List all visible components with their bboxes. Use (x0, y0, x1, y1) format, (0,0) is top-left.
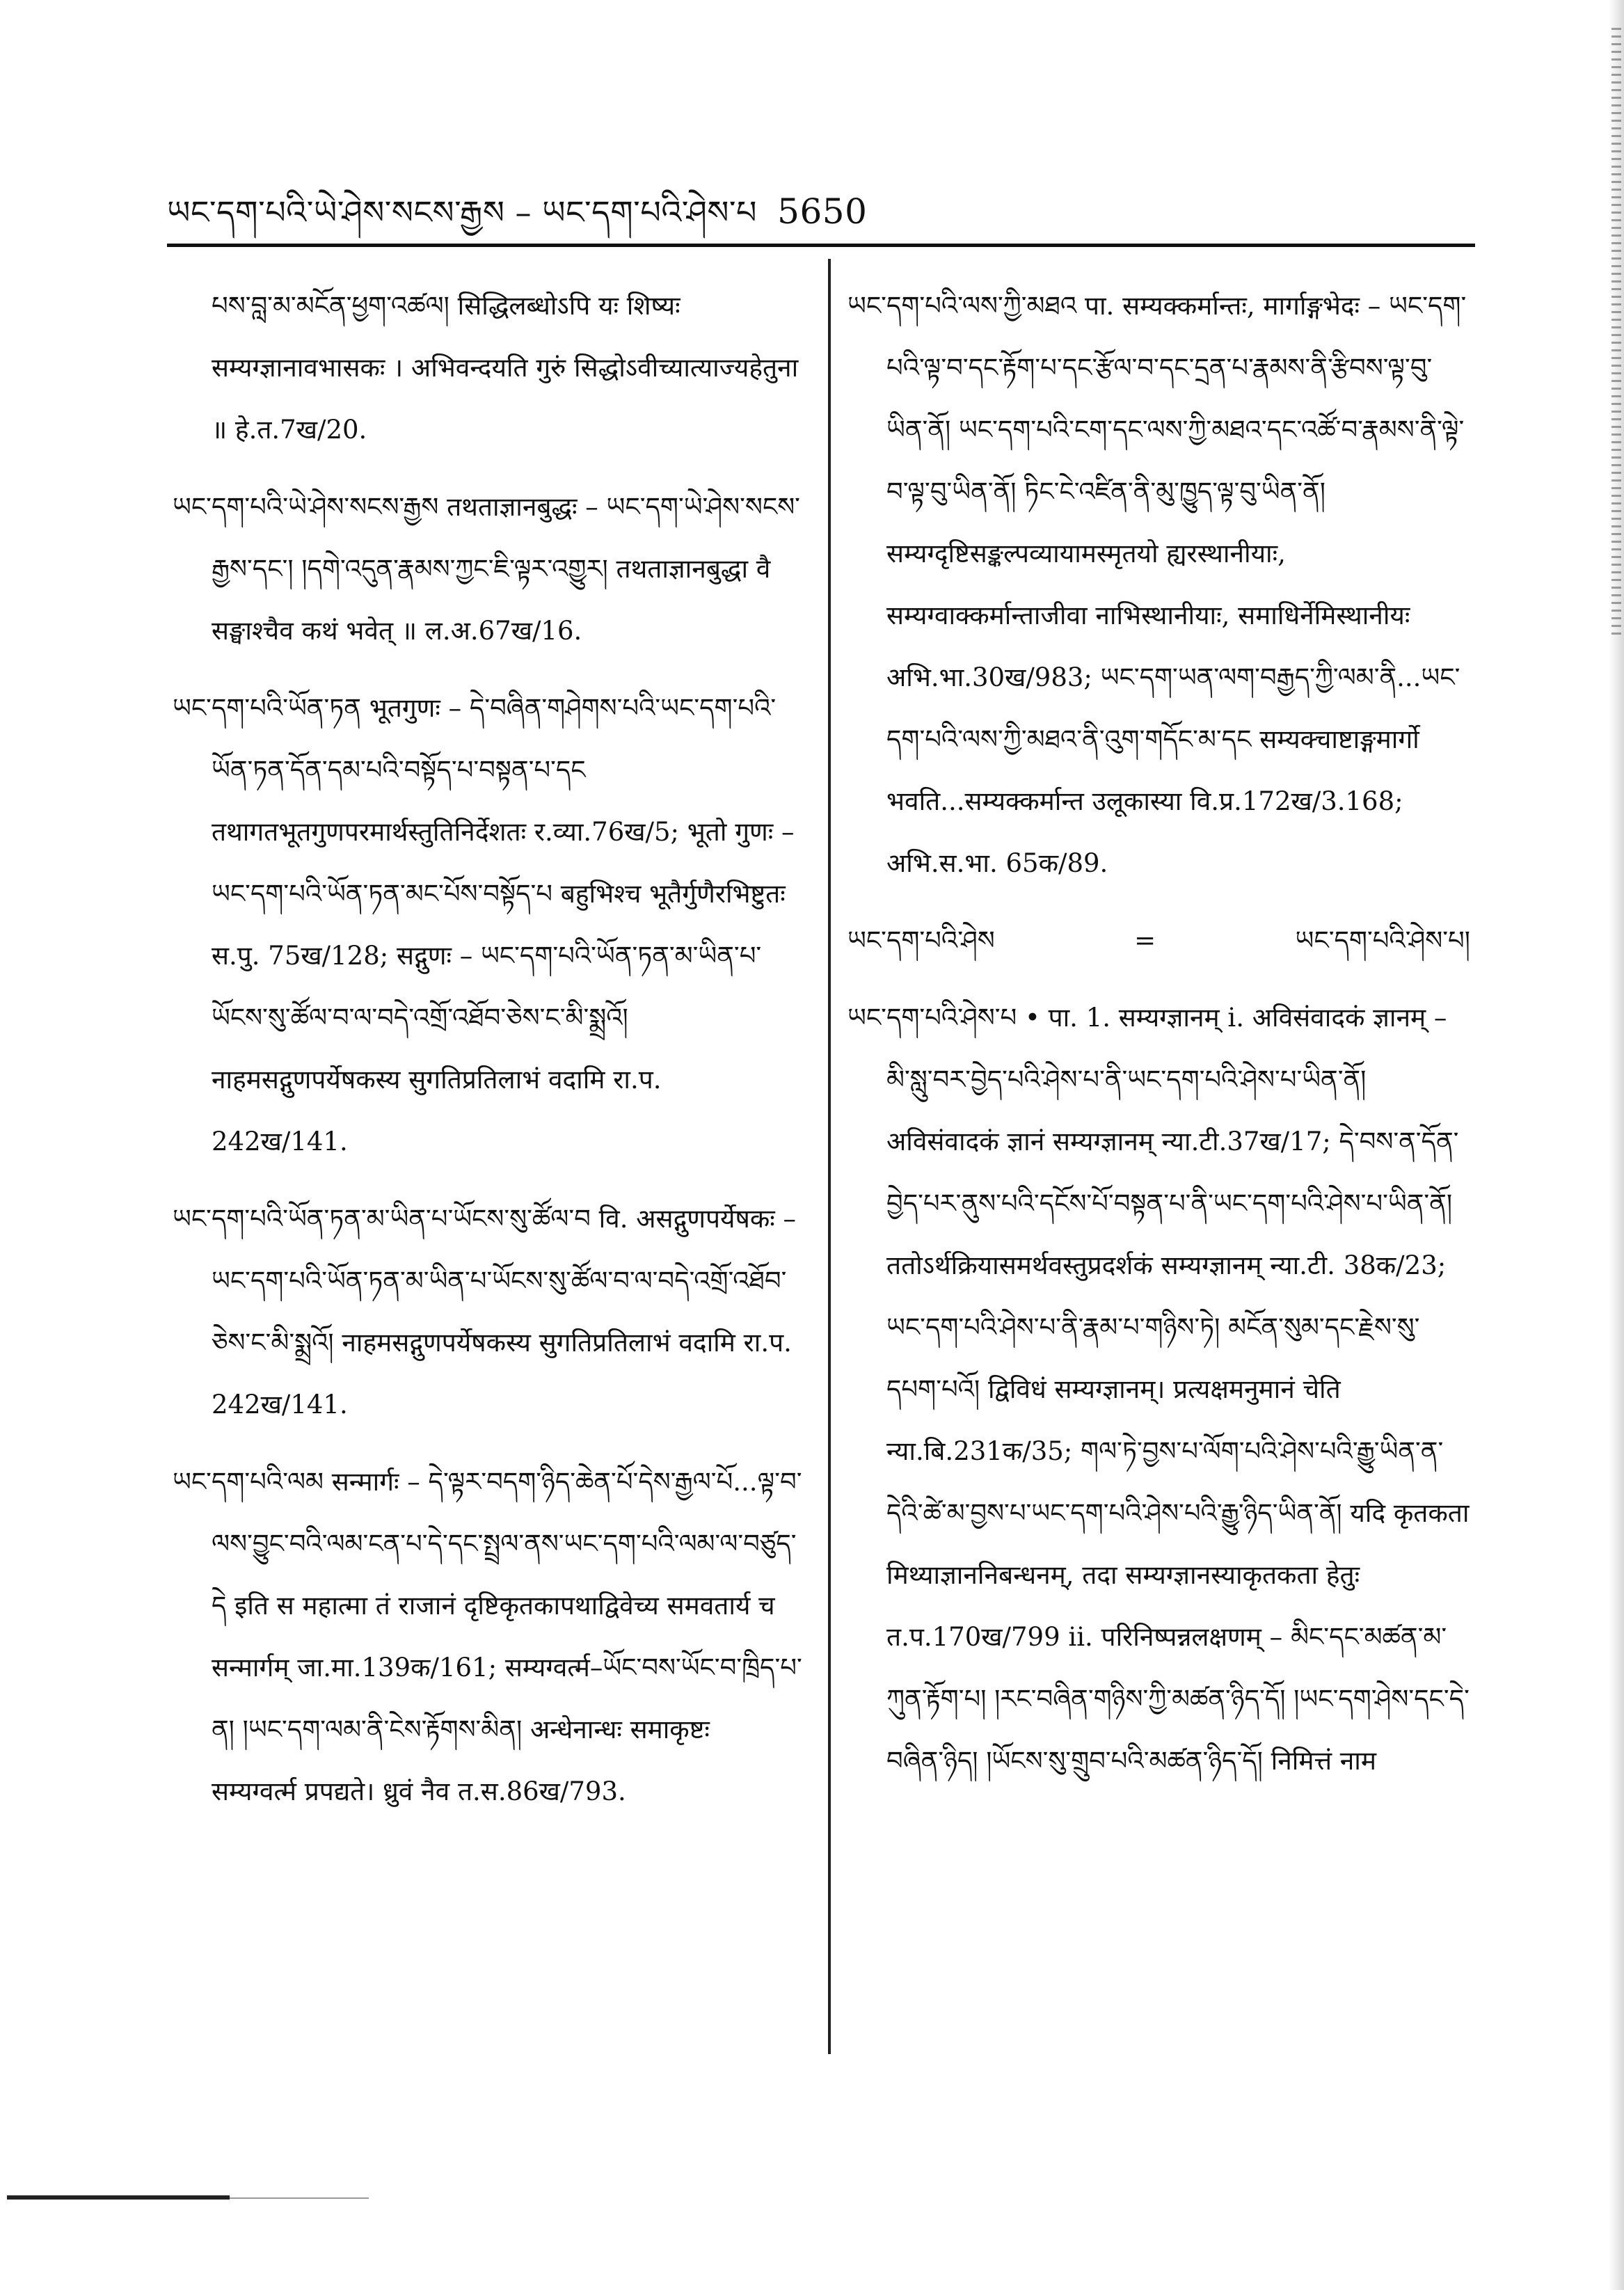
dictionary-entry: པས་བླ་མ་མངོན་ཕྱག་འཚལ། सिद्धिलब्धोऽपि यः शिष्यः सम्यग्ज्ञानावभासकः । अभिवन्दयति गुरुं सिद्धोऽवीच्यात्याज्यहेतुना ॥ हे.त.7ख/20. (212, 291, 799, 445)
header-title: ཡང་དག་པའི་ཡེ་ཤེས་སངས་རྒྱས – ཡང་དག་པའི་ཤེས་པ (167, 193, 758, 231)
dictionary-entry: ཡང་དག་པའི་ལམ सन्मार्गः – དེ་ལྟར་བདག་ཉིད་ཆེན་པོ་དེས་རྒྱལ་པོ...ལྟ་བ་ལས་བྱུང་བའི་ལམ་ངན་པ་དེ་དང་སྤྲལ་ནས་ཡང་དག་པའི་ལམ་ལ་བཙུད་དེ इति स महात्मा तं राजानं दृष्टिकृतकापथाद्विवेच्य समवतार्य च सन्मार्गम् जा.मा.139क/161; सम्यग्वर्त्म–ཡོང་བས་ཡོང་བ་ཁྲིད་པ་ན། །ཡང་དག་ལམ་ནི་ངེས་རྟོགས་མིན། अन्धेनान्धः समाकृष्टः सम्यग्वर्त्म प्रपद्यते। ध्रुवं नैव त.स.86ख/793. (173, 1467, 802, 1806)
running-header (167, 177, 1350, 267)
column-divider (828, 259, 831, 2054)
scan-artifact-line (7, 2195, 230, 2200)
cross-reference-entry (847, 909, 1470, 971)
scan-artifact-line (230, 2197, 369, 2199)
header-rule (167, 244, 1475, 247)
page-number: 5650 (777, 191, 868, 232)
cross-ref-term: ཡང་དག་པའི་ཤེས (847, 925, 995, 955)
cross-ref-target: ཡང་དག་པའི་ཤེས་པ། (1295, 925, 1470, 955)
dictionary-entry: ཡང་དག་པའི་ཡོན་ཏན་མ་ཡིན་པ་ཡོངས་སུ་ཚོལ་བ वि. असद्गुणपर्येषकः – ཡང་དག་པའི་ཡོན་ཏན་མ་ཡིན་པ་ཡོངས་སུ་ཚོལ་བ་ལ་བདེ་འགྲོ་འཐོབ་ཅེས་ང་མི་སྨྲའོ། नाहमसद्गुणपर्येषकस्य सुगतिप्रतिलाभं वदामि रा.प. 242ख/141. (173, 1204, 797, 1420)
dictionary-entry: ཡང་དག་པའི་ཡེ་ཤེས་སངས་རྒྱས तथताज्ञानबुद्धः – ཡང་དག་ཡེ་ཤེས་སངས་རྒྱས་དང་། །དགེ་འདུན་རྣམས་ཀྱང་ཇི་ལྟར་འགྱུར། तथताज्ञानबुद्धा वै सङ्घाश्चैव कथं भवेत् ॥ ल.अ.67ख/16. (173, 492, 800, 646)
dictionary-entry: ཡང་དག་པའི་ཤེས་པ • पा. 1. सम्यग्ज्ञानम् i. अविसंवादकं ज्ञानम् – མི་སླུ་བར་བྱེད་པའི་ཤེས་པ་ནི་ཡང་དག་པའི་ཤེས་པ་ཡིན་ནོ། अविसंवादकं ज्ञानं सम्यग्ज्ञानम् न्या.टी.37ख/17; དེ་བས་ན་དོན་བྱེད་པར་ནུས་པའི་དངོས་པོ་བསྟན་པ་ནི་ཡང་དག་པའི་ཤེས་པ་ཡིན་ནོ། ततोऽर्थक्रियासमर्थवस्तुप्रदर्शकं सम्यग्ज्ञानम् न्या.टी. 38क/23; ཡང་དག་པའི་ཤེས་པ་ནི་རྣམ་པ་གཉིས་ཏེ། མངོན་སུམ་དང་རྗེས་སུ་དཔག་པའོ། द्विविधं सम्यग्ज्ञानम्। प्रत्यक्षमनुमानं चेति न्या.बि.231क/35; གལ་ཏེ་བྱས་པ་ལོག་པའི་ཤེས་པའི་རྒྱུ་ཡིན་ན་དེའི་ཚེ་མ་བྱས་པ་ཡང་དག་པའི་ཤེས་པའི་རྒྱུ་ཉིད་ཡིན་ནོ། यदि कृतकता मिथ्याज्ञाननिबन्धनम्, तदा सम्यग्ज्ञानस्याकृतकता हेतुः त.प.170ख/799 ii. परिनिष्पन्नलक्षणम् – མིང་དང་མཚན་མ་ཀུན་རྟོག་པ། །རང་བཞིན་གཉིས་ཀྱི་མཚན་ཉིད་དོ། །ཡང་དག་ཤེས་དང་དེ་བཞིན་ཉིད། །ཡོངས་སུ་གྲུབ་པའི་མཚན་ཉིད་དོ། निमित्तं नाम (847, 1003, 1470, 1776)
scan-edge-noise (1611, 28, 1621, 640)
right-column (847, 275, 1470, 1807)
equals-sign: = (1134, 925, 1156, 955)
left-column (173, 275, 802, 1838)
dictionary-entry: ཡང་དག་པའི་ལས་ཀྱི་མཐའ पा. सम्यक्कर्मान्तः, मार्गाङ्गभेदः – ཡང་དག་པའི་ལྟ་བ་དང་རྟོག་པ་དང་རྩོལ་བ་དང་དྲན་པ་རྣམས་ནི་རྩིབས་ལྟ་བུ་ཡིན་ནོ། ཡང་དག་པའི་ངག་དང་ལས་ཀྱི་མཐའ་དང་འཚོ་བ་རྣམས་ནི་ལྟེ་བ་ལྟ་བུ་ཡིན་ནོ། ཏིང་ངེ་འཛིན་ནི་མུ་ཁྱུད་ལྟ་བུ་ཡིན་ནོ། सम्यग्दृष्टिसङ्कल्पव्यायामस्मृतयो ह्यरस्थानीयाः, सम्यग्वाक्कर्मान्ताजीवा नाभिस्थानीयाः, समाधिर्नेमिस्थानीयः अभि.भा.30ख/983; ཡང་དག་ཡན་ལག་བརྒྱད་ཀྱི་ལམ་ནི...ཡང་དག་པའི་ལས་ཀྱི་མཐའ་ནི་འུག་གདོང་མ་དང सम्यक्चाष्टाङ्गमार्गो भवति...सम्यक्कर्मान्त उलूकास्या वि.प्र.172ख/3.168; अभि.स.भा. 65क/89. (847, 291, 1467, 878)
dictionary-entry: ཡང་དག་པའི་ཡོན་ཏན भूतगुणः – དེ་བཞིན་གཤེགས་པའི་ཡང་དག་པའི་ཡོན་ཏན་དོན་དམ་པའི་བསྟོད་པ་བསྟན་པ་དང तथागतभूतगुणपरमार्थस्तुतिनिर्देशतः र.व्या.76ख/5; भूतो गुणः – ཡང་དག་པའི་ཡོན་ཏན་མང་པོས་བསྟོད་པ बहुभिश्च भूतैर्गुणैरभिष्टुतः स.पु. 75ख/128; सद्गुणः – ཡང་དག་པའི་ཡོན་ཏན་མ་ཡིན་པ་ཡོངས་སུ་ཚོལ་བ་ལ་བདེ་འགྲོ་འཐོབ་ཅེས་ང་མི་སྨྲའོ། नाहमसद्गुणपर्येषकस्य सुगतिप्रतिलाभं वदामि रा.प. 242ख/141. (173, 693, 795, 1156)
